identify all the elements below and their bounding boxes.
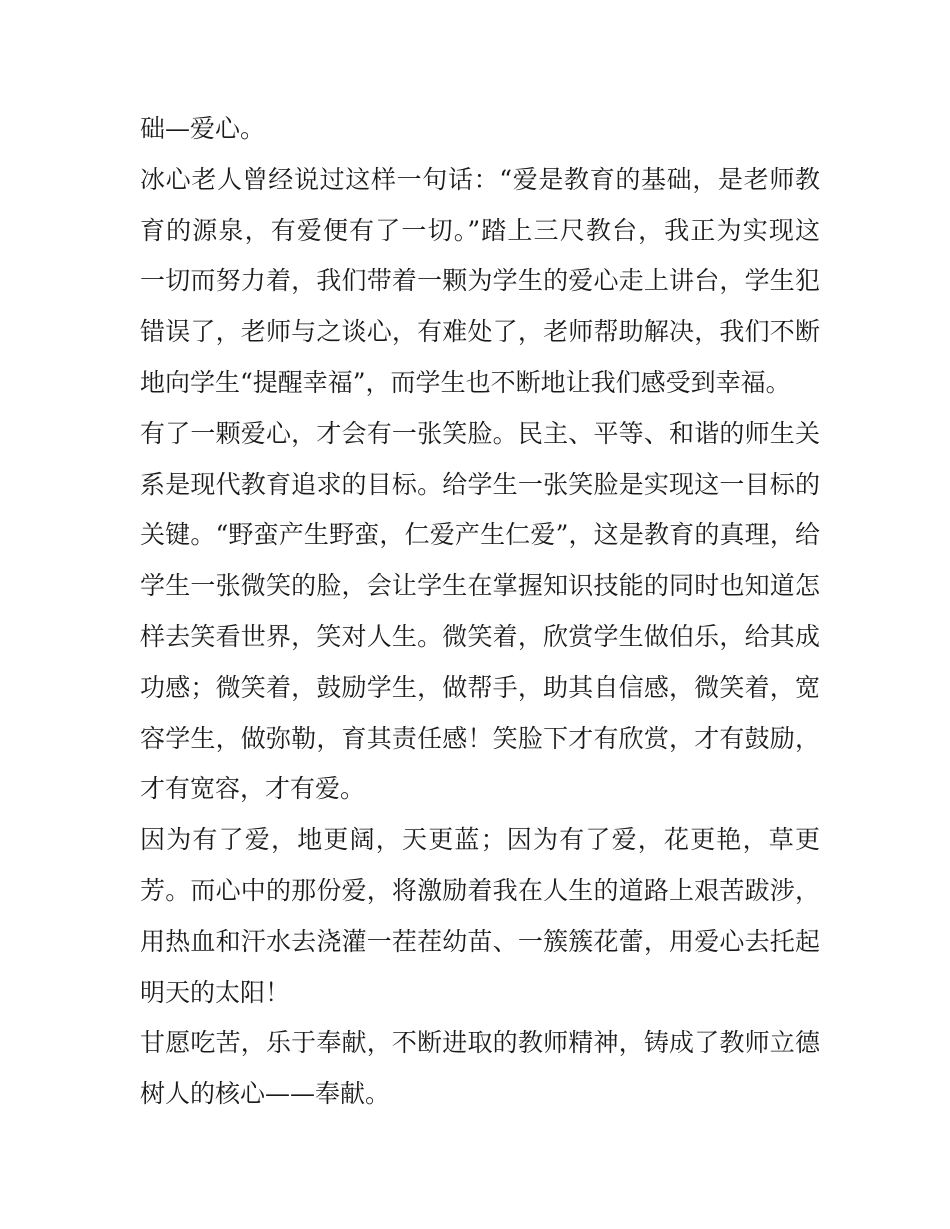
text-line: 树人的核心——奉献。 [140,1079,391,1109]
text-line: 才有宽容，才有爱。 [140,774,366,804]
text-line: 明天的太阳！ [140,977,291,1007]
text-line: 有了一颗爱心，才会有一张笑脸。民主、平等、和谐的师生关 [140,418,820,448]
text-line: 础—爱心。 [140,114,266,143]
paragraph [140,815,820,1018]
text-line: 系是现代教育追求的目标。给学生一张笑脸是实现这一目标的 [140,469,820,499]
paragraph [140,104,820,155]
document-body [140,104,820,1120]
text-line: 容学生，做弥勒，育其责任感！笑脸下才有欣赏，才有鼓励， [140,723,820,753]
text-line: 用热血和汗水去浇灌一茬茬幼苗、一簇簇花蕾，用爱心去托起 [140,926,820,956]
paragraph [140,155,820,409]
text-line: 学生一张微笑的脸，会让学生在掌握知识技能的同时也知道怎 [140,571,820,601]
text-line: 功感；微笑着，鼓励学生，做帮手，助其自信感，微笑着，宽 [140,672,820,702]
text-line: 冰心老人曾经说过这样一句话：“爱是教育的基础，是老师教 [140,164,820,194]
paragraph [140,1018,820,1120]
text-line: 一切而努力着，我们带着一颗为学生的爱心走上讲台，学生犯 [140,266,820,296]
text-line: 甘愿吃苦，乐于奉献，不断进取的教师精神，铸成了教师立德 [140,1028,820,1058]
text-line: 样去笑看世界，笑对人生。微笑着，欣赏学生做伯乐，给其成 [140,621,820,651]
text-line: 芳。而心中的那份爱，将激励着我在人生的道路上艰苦跋涉， [140,875,820,905]
text-line: 地向学生“提醒幸福”，而学生也不断地让我们感受到幸福。 [140,367,791,397]
text-line: 因为有了爱，地更阔，天更蓝；因为有了爱，花更艳，草更 [140,825,820,855]
text-line: 错误了，老师与之谈心，有难处了，老师帮助解决，我们不断 [140,317,820,347]
text-line: 育的源泉，有爱便有了一切。”踏上三尺教台，我正为实现这 [140,215,820,245]
text-line: 关键。“野蛮产生野蛮，仁爱产生仁爱”，这是教育的真理，给 [140,520,820,550]
paragraph [140,409,820,815]
